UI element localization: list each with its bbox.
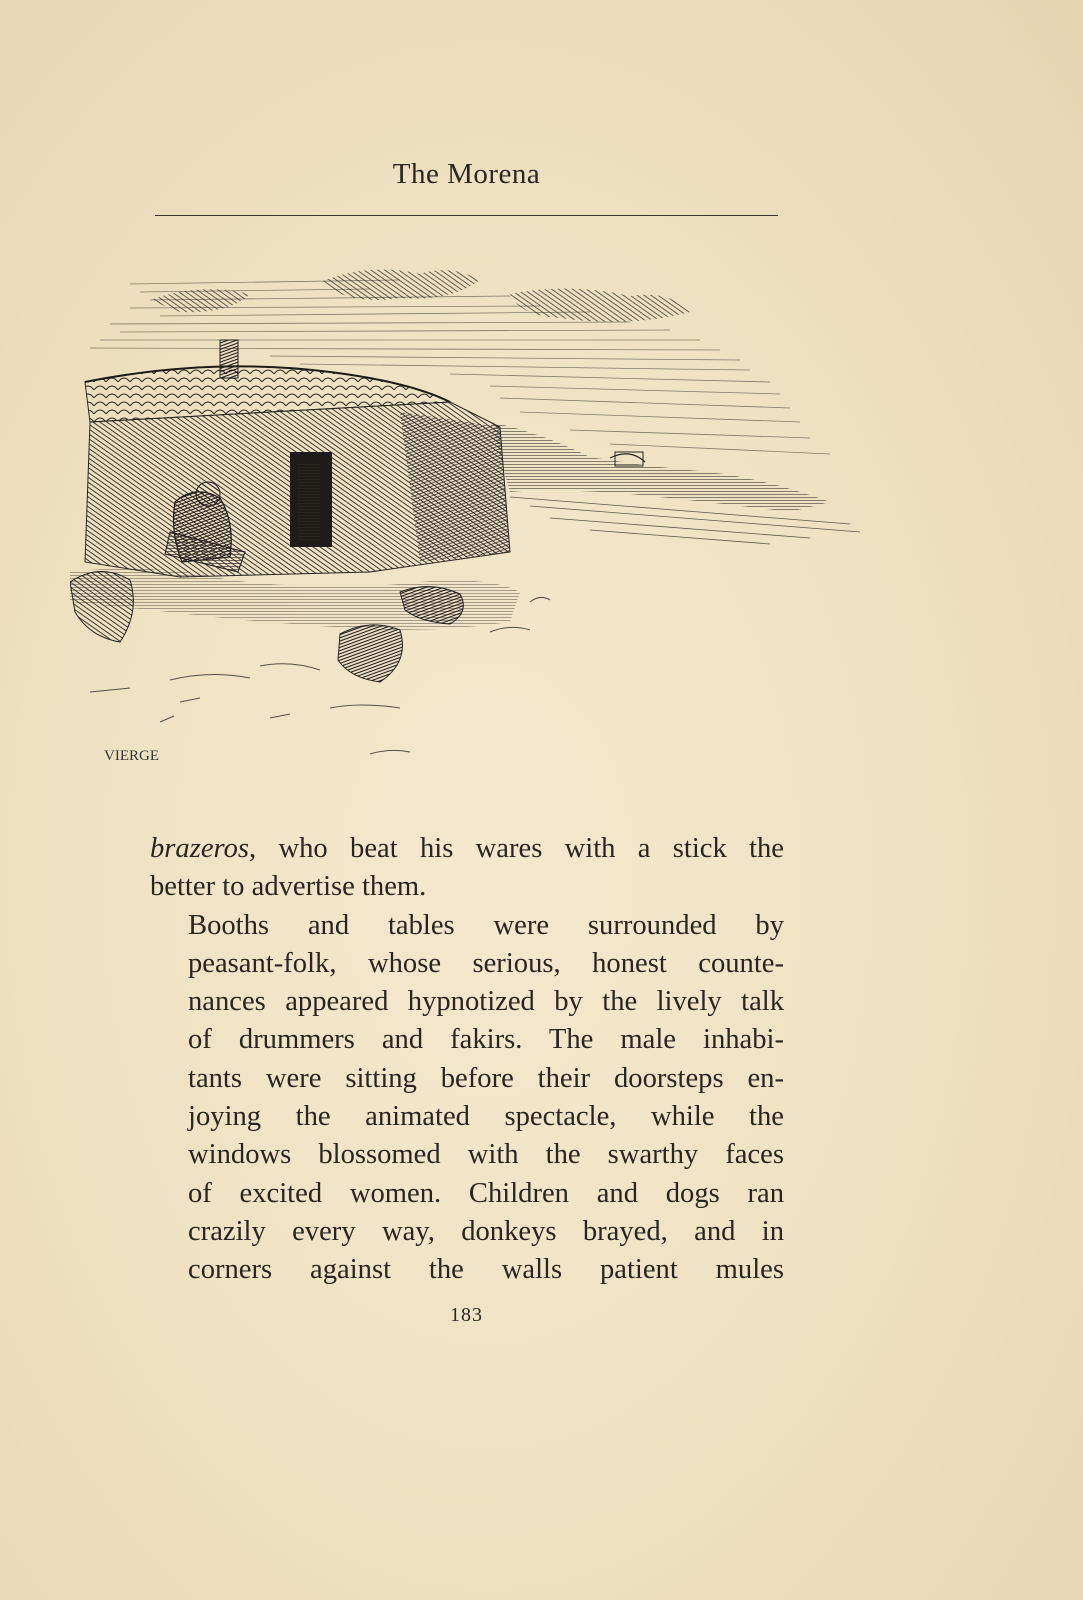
text-line: of excited women. Children and dogs ran (188, 1177, 784, 1209)
cloud-shapes (150, 270, 690, 322)
text-line: better to advertise them. (150, 871, 427, 903)
text-line: windows blossomed with the swarthy faces (188, 1139, 784, 1171)
text-line: crazily every way, donkeys brayed, and in (188, 1215, 784, 1247)
running-head: The Morena (392, 158, 541, 190)
text-line: tants were sitting before their doorsteps en- (188, 1062, 784, 1094)
text-line: peasant-folk, whose serious, honest counte- (188, 947, 784, 979)
text-line: brazeros, who beat his wares with a stick the (150, 833, 784, 864)
body-text (150, 830, 784, 1290)
text-line: nances appeared hypnotized by the lively talk (188, 986, 784, 1018)
text-line: corners against the walls patient mules (188, 1254, 784, 1286)
text-line: of drummers and fakirs. The male inhabi- (188, 1024, 784, 1056)
header-rule (155, 215, 778, 216)
italic-word: brazeros (150, 833, 250, 864)
paragraph-2 (150, 907, 784, 1290)
text-line: Booths and tables were surrounded by (188, 909, 784, 941)
paragraph-1 (150, 830, 784, 907)
page-number: 183 (450, 1304, 483, 1326)
artist-signature: VIERGE (104, 748, 159, 764)
engraving-illustration (70, 262, 860, 792)
distant-hill (490, 422, 830, 512)
text-line: joying the animated spectacle, while the (188, 1101, 784, 1133)
